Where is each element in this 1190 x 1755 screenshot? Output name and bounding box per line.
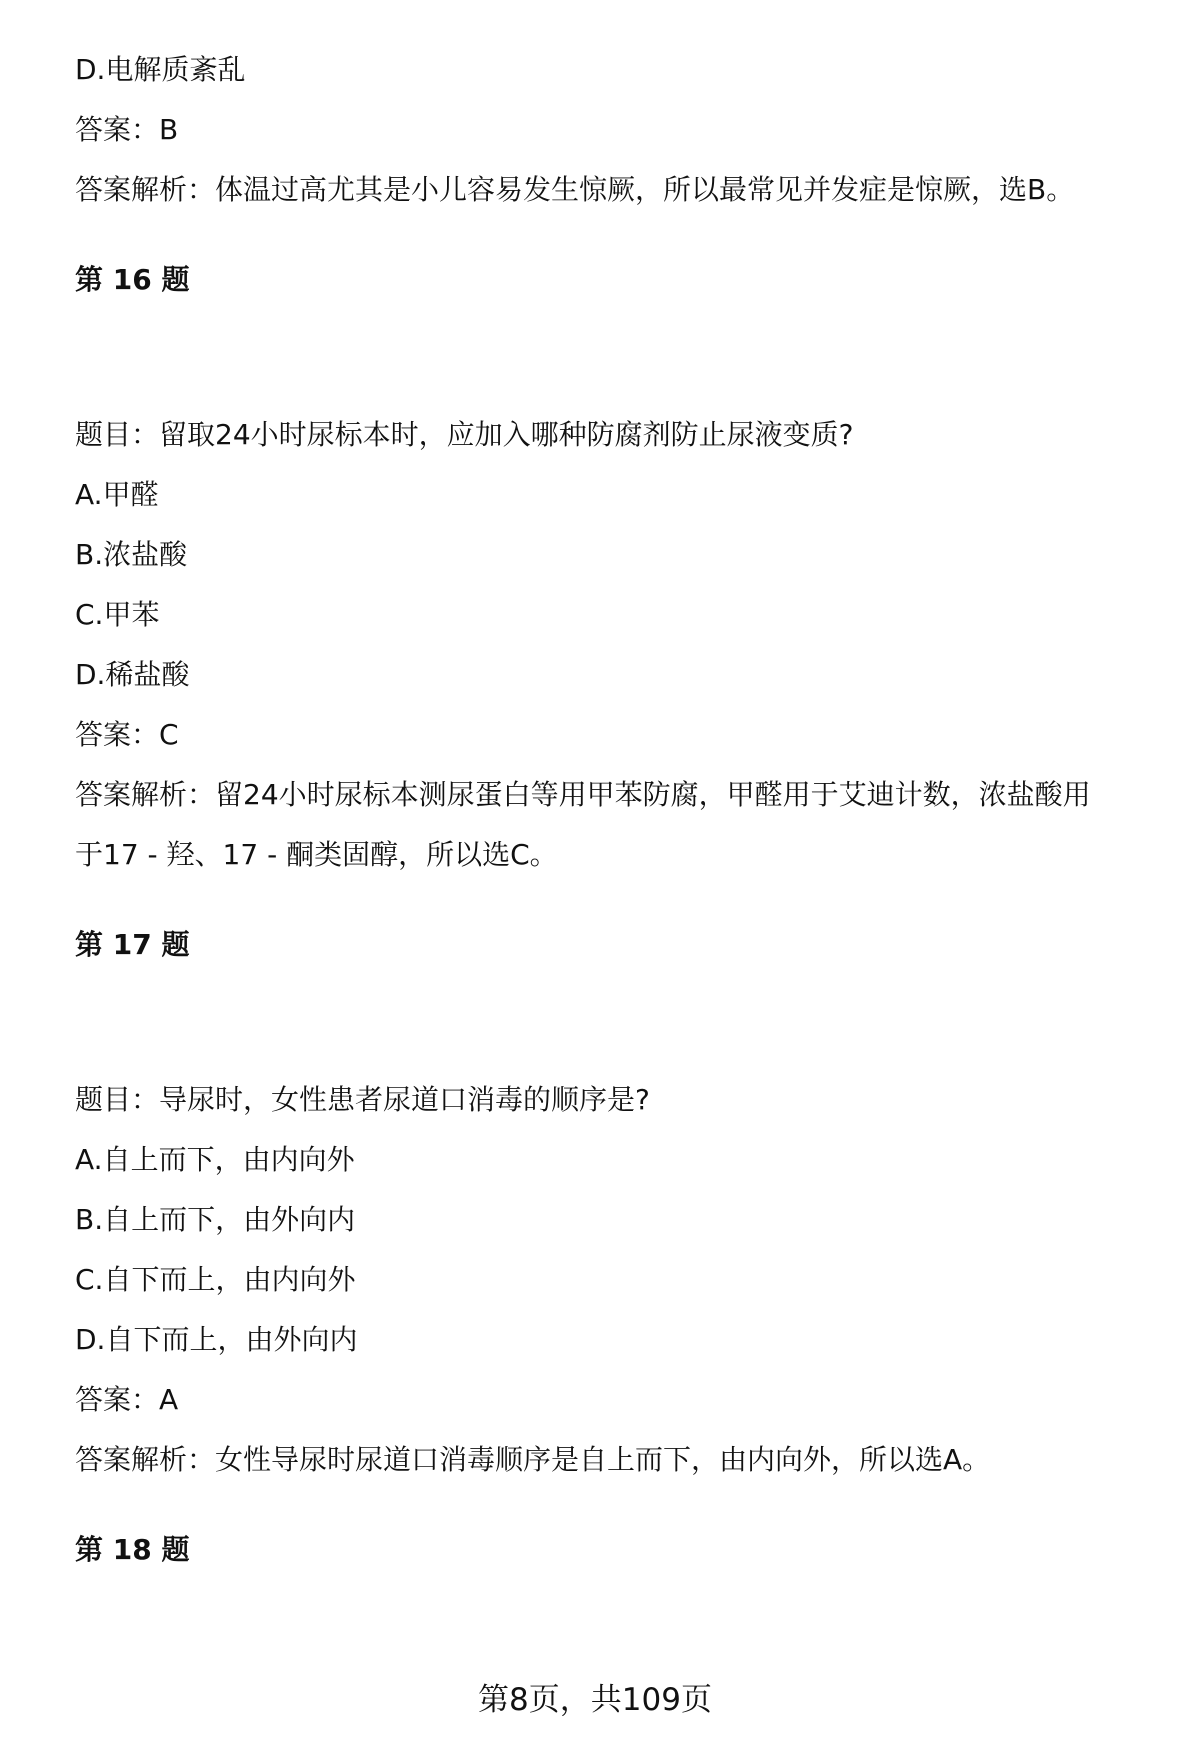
- answer-analysis: 答案解析：留24小时尿标本测尿蛋白等用甲苯防腐，甲醛用于艾迪计数，浓盐酸用: [75, 778, 1091, 811]
- option-c: C.甲苯: [75, 598, 160, 631]
- option-d: D.电解质紊乱: [75, 53, 246, 86]
- page-number: 第8页，共109页: [478, 1682, 712, 1718]
- question-heading: 第 17 题: [75, 928, 190, 961]
- question-text: 题目：导尿时，女性患者尿道口消毒的顺序是?: [75, 1083, 650, 1116]
- option-d: D.自下而上，由外向内: [75, 1323, 358, 1356]
- answer-analysis: 答案解析：女性导尿时尿道口消毒顺序是自上而下，由内向外，所以选A。: [75, 1443, 991, 1476]
- question-text: 题目：留取24小时尿标本时，应加入哪种防腐剂防止尿液变质?: [75, 418, 854, 451]
- option-a: A.自上而下，由内向外: [75, 1143, 355, 1176]
- answer: 答案：A: [75, 1383, 179, 1416]
- option-c: C.自下而上，由内向外: [75, 1263, 356, 1296]
- question-heading: 第 18 题: [75, 1533, 190, 1566]
- answer: 答案：C: [75, 718, 179, 751]
- answer-analysis-continued: 于17 - 羟、17 - 酮类固醇，所以选C。: [75, 838, 558, 871]
- option-a: A.甲醛: [75, 478, 159, 511]
- option-d: D.稀盐酸: [75, 658, 190, 691]
- answer-analysis: 答案解析：体温过高尤其是小儿容易发生惊厥，所以最常见并发症是惊厥，选B。: [75, 173, 1075, 206]
- option-b: B.浓盐酸: [75, 538, 188, 571]
- option-b: B.自上而下，由外向内: [75, 1203, 356, 1236]
- answer: 答案：B: [75, 113, 179, 146]
- question-heading: 第 16 题: [75, 263, 190, 296]
